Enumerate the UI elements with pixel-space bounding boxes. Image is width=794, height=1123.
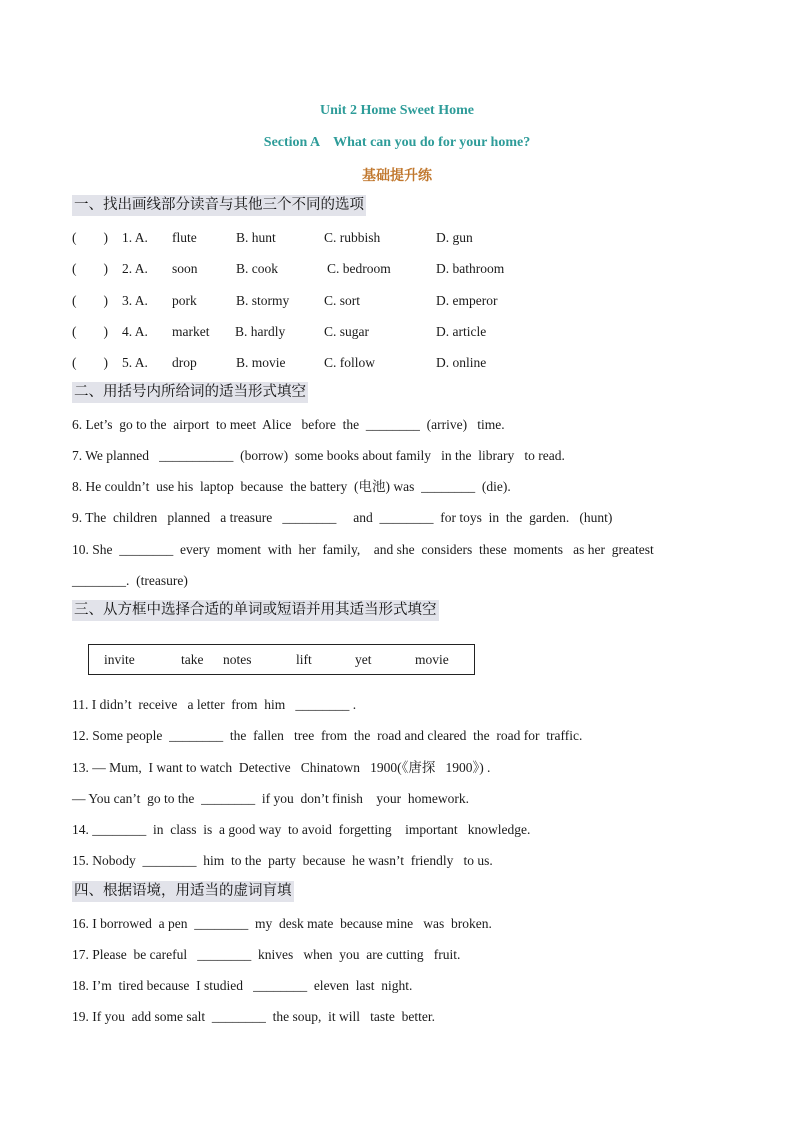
option-b: B. movie	[236, 355, 286, 370]
option-a: soon	[172, 261, 198, 276]
question-19: 19. If you add some salt ________ the soup, it will taste better.	[72, 1009, 435, 1024]
option-c: C. sugar	[324, 324, 369, 339]
word-box	[88, 644, 475, 675]
question-16: 16. I borrowed a pen ________ my desk mate because mine was broken.	[72, 916, 492, 931]
option-a: drop	[172, 355, 197, 370]
question-number: 3. A.	[122, 293, 148, 308]
option-b: B. cook	[236, 261, 278, 276]
word-option: invite	[104, 652, 135, 667]
section-heading-4: 四、根据语境，用适当的虚词肓填	[72, 881, 294, 902]
option-c: C. follow	[324, 355, 376, 370]
answer-blank[interactable]: ( )	[72, 293, 108, 308]
option-a: flute	[172, 230, 197, 245]
question-10: 10. She ________ every moment with her family, and she considers these moments as her greatest	[72, 542, 654, 557]
question-18: 18. I’m tired because I studied ________ eleven last night.	[72, 978, 413, 993]
word-option: movie	[415, 652, 449, 667]
answer-blank[interactable]: ( )	[72, 355, 108, 370]
option-c: C. rubbish	[324, 230, 381, 245]
word-option: lift	[296, 652, 312, 667]
question-8: 8. He couldn’t use his laptop because the battery (电池) was ________ (die).	[72, 479, 511, 494]
option-c: C. bedroom	[327, 261, 391, 276]
question-number: 1. A.	[122, 230, 148, 245]
word-option: yet	[355, 652, 372, 667]
section-heading-2: 二、用括号内所给词的适当形式填空	[72, 382, 308, 403]
answer-blank[interactable]: ( )	[72, 230, 108, 245]
question-17: 17. Please be careful ________ knives when you are cutting fruit.	[72, 947, 461, 962]
option-d: D. gun	[436, 230, 473, 245]
subtitle: 基础提升练	[362, 168, 432, 184]
question-7: 7. We planned ___________ (borrow) some books about family in the library to read.	[72, 448, 565, 463]
option-c: C. sort	[324, 293, 361, 308]
option-d: D. bathroom	[436, 261, 505, 276]
question-12: 12. Some people ________ the fallen tree from the road and cleared the road for traffic.	[72, 728, 583, 743]
word-option: notes	[223, 652, 252, 667]
answer-blank[interactable]: ( )	[72, 324, 108, 339]
section-heading-3: 三、从方框中选择合适的单词或短语并用其适当形式填空	[72, 600, 439, 621]
option-b: B. hunt	[236, 230, 276, 245]
section-title: Section A What can you do for your home?	[263, 135, 531, 150]
question-13-response: — You can’t go to the ________ if you don’t finish your homework.	[72, 791, 469, 806]
option-b: B. hardly	[235, 324, 286, 339]
question-number: 2. A.	[122, 261, 148, 276]
section-heading-1: 一、找出画线部分读音与其他三个不同的选项	[72, 195, 366, 216]
option-a: pork	[172, 293, 197, 308]
option-d: D. article	[436, 324, 487, 339]
question-14: 14. ________ in class is a good way to avoid forgetting important knowledge.	[72, 822, 531, 837]
question-9: 9. The children planned a treasure ________ and ________ for toys in the garden. (hunt)	[72, 510, 613, 525]
option-b: B. stormy	[236, 293, 290, 308]
question-11: 11. I didn’t receive a letter from him ________ .	[72, 697, 357, 712]
question-number: 5. A.	[122, 355, 148, 370]
unit-title: Unit 2 Home Sweet Home	[320, 103, 474, 118]
question-6: 6. Let’s go to the airport to meet Alice before the ________ (arrive) time.	[72, 417, 505, 432]
answer-blank[interactable]: ( )	[72, 261, 108, 276]
question-10-continued: ________. (treasure)	[72, 573, 188, 588]
option-d: D. emperor	[436, 293, 498, 308]
word-option: take	[181, 652, 204, 667]
option-d: D. online	[436, 355, 487, 370]
option-a: market	[172, 324, 210, 339]
question-number: 4. A.	[122, 324, 148, 339]
question-15: 15. Nobody ________ him to the party because he wasn’t friendly to us.	[72, 853, 493, 868]
question-13: 13. — Mum, I want to watch Detective Chinatown 1900(《唐探 1900》) .	[72, 760, 491, 775]
